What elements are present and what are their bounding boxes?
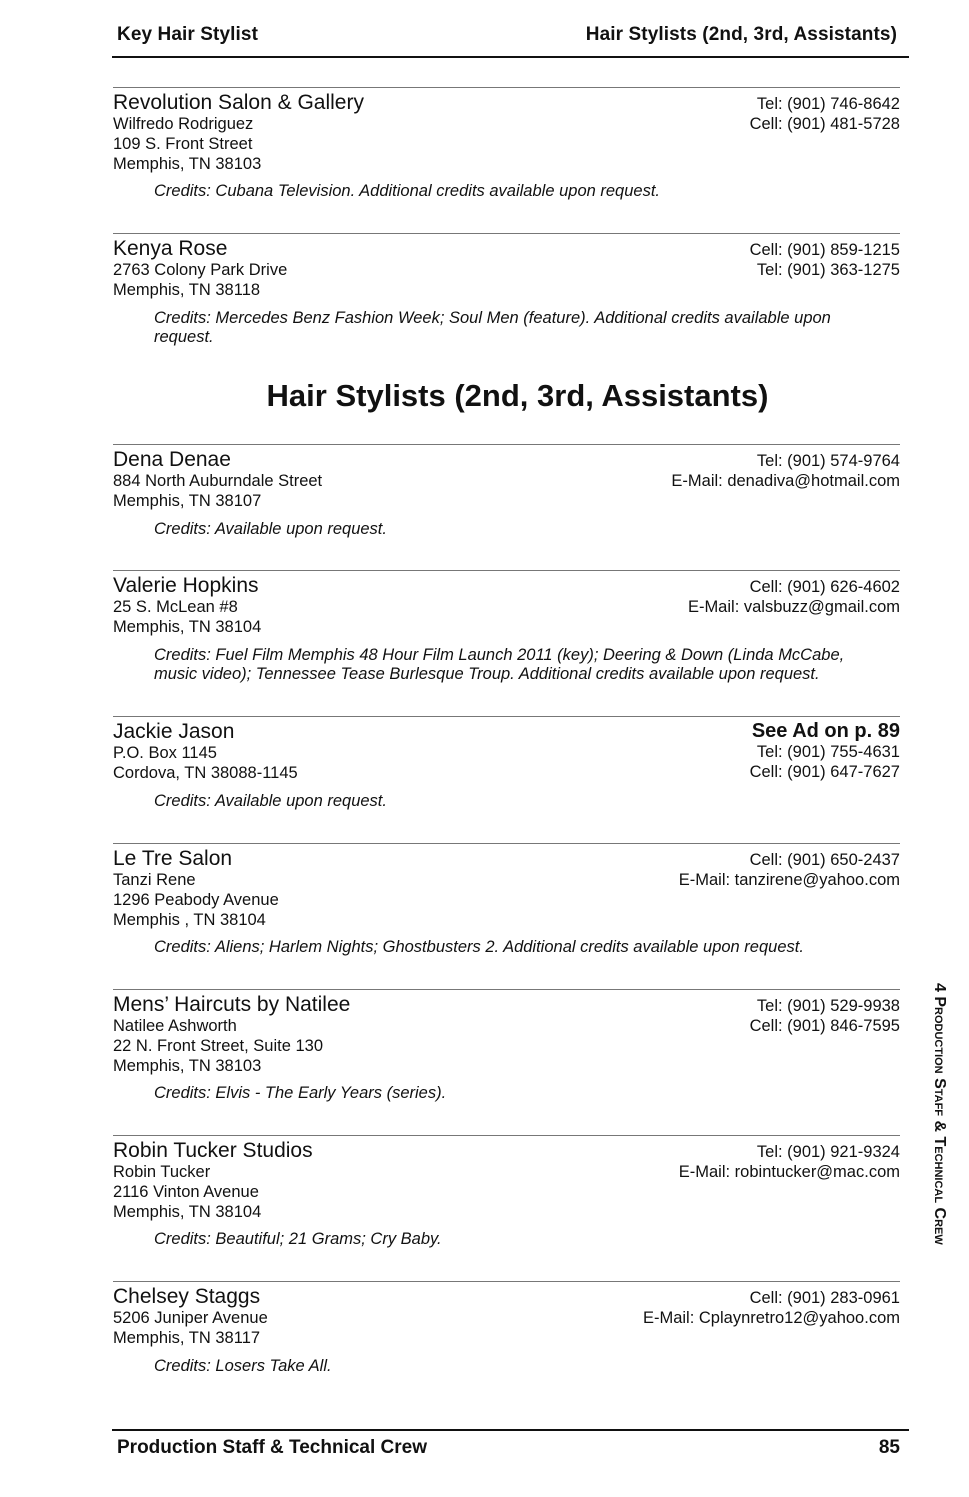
contact-phone: Tel: (901) 574-9764: [756, 452, 900, 470]
listing-entry: [113, 233, 900, 353]
page-number: 85: [878, 1437, 900, 1458]
listing-name: Dena Denae: [113, 448, 231, 471]
chapter-side-tab: [922, 983, 952, 1313]
contact-cell: Cell: (901) 846-7595: [749, 1017, 900, 1035]
listing-contacts: [688, 577, 900, 617]
listing-credits: Credits: Cubana Television. Additional credits available upon request.: [154, 182, 660, 200]
entry-rule: [113, 716, 900, 717]
contact-cell: Cell: (901) 481-5728: [749, 115, 900, 133]
listing-entry: [113, 716, 900, 826]
entry-rule: [113, 444, 900, 445]
ad-reference: See Ad on p. 89: [751, 720, 900, 742]
address-line: 884 North Auburndale Street: [113, 472, 323, 490]
listing-address: [113, 114, 261, 174]
listing-entry: [113, 87, 900, 207]
listing-credits: Credits: Mercedes Benz Fashion Week; Soul Men (feature). Additional credits available upon request.: [154, 309, 831, 346]
contact-email: E-Mail: Cplaynretro12@yahoo.com: [642, 1309, 900, 1327]
entry-rule: [113, 989, 900, 990]
address-line: 2116 Vinton Avenue: [113, 1183, 259, 1201]
listing-credits: Credits: Beautiful; 21 Grams; Cry Baby.: [154, 1230, 442, 1248]
address-line: Memphis , TN 38104: [113, 911, 266, 929]
listing-contacts: [671, 451, 900, 491]
listing-contacts: [750, 240, 900, 280]
listing-name: Le Tre Salon: [113, 847, 233, 870]
listing-address: [113, 870, 279, 930]
entry-rule: [113, 1135, 900, 1136]
section-title: Hair Stylists (2nd, 3rd, Assistants): [266, 378, 769, 413]
contact-phone: Tel: (901) 529-9938: [756, 997, 900, 1015]
address-line: Natilee Ashworth: [113, 1017, 237, 1035]
address-line: 25 S. McLean #8: [113, 598, 238, 616]
listing-name: Kenya Rose: [113, 237, 228, 260]
address-line: Memphis, TN 38107: [113, 492, 262, 510]
listing-credits: Credits: Available upon request.: [154, 792, 387, 810]
listing-credits: Credits: Aliens; Harlem Nights; Ghostbusters 2. Additional credits available upon request.: [154, 938, 804, 956]
address-line: 5206 Juniper Avenue: [113, 1309, 268, 1327]
listing-address: [113, 597, 261, 637]
listing-entry: [113, 843, 900, 963]
address-line: Cordova, TN 38088-1145: [113, 764, 298, 782]
listing-entry: [113, 989, 900, 1109]
address-line: Memphis, TN 38103: [113, 1057, 262, 1075]
entry-rule: [113, 233, 900, 234]
header-left: Key Hair Stylist: [117, 24, 258, 45]
listing-contacts: [749, 720, 900, 782]
listing-contacts: [679, 1142, 900, 1182]
address-line: 2763 Colony Park Drive: [113, 261, 288, 279]
contact-email: E-Mail: tanzirene@yahoo.com: [678, 871, 900, 889]
listing-credits: Credits: Elvis - The Early Years (series).: [154, 1084, 447, 1102]
contact-cell: Cell: (901) 647-7627: [749, 763, 900, 781]
address-line: 22 N. Front Street, Suite 130: [113, 1037, 324, 1055]
listing-address: [113, 1308, 268, 1348]
listing-entry: [113, 444, 900, 554]
address-line: Memphis, TN 38118: [113, 281, 261, 299]
listing-address: [113, 260, 287, 300]
listing-contacts: [750, 996, 900, 1036]
listing-name: Robin Tucker Studios: [113, 1139, 313, 1162]
address-line: Memphis, TN 38104: [113, 1203, 262, 1221]
listing-contacts: [679, 850, 900, 890]
listing-contacts: [750, 94, 900, 134]
entry-rule: [113, 1281, 900, 1282]
header-right: Hair Stylists (2nd, 3rd, Assistants): [585, 24, 897, 45]
address-line: Robin Tucker: [113, 1163, 211, 1181]
header-rule: [112, 56, 909, 58]
contact-email: E-Mail: denadiva@hotmail.com: [671, 472, 900, 490]
address-line: 109 S. Front Street: [113, 135, 253, 153]
listing-entry: [113, 570, 900, 700]
listing-credits: Credits: Fuel Film Memphis 48 Hour Film Launch 2011 (key); Deering & Down (Linda McCabe, music video); Tennessee Tease Burlesque Troup. Additional credits available upon request.: [154, 646, 845, 683]
listing-address: [113, 743, 298, 783]
footer-rule: [112, 1429, 909, 1431]
listing-entry: [113, 1135, 900, 1255]
contact-phone: Tel: (901) 746-8642: [756, 95, 900, 113]
entry-rule: [113, 87, 900, 88]
listing-name: Valerie Hopkins: [113, 574, 259, 597]
listing-address: [113, 1016, 323, 1076]
address-line: P.O. Box 1145: [113, 744, 217, 762]
contact-cell: Cell: (901) 626-4602: [749, 578, 900, 596]
address-line: Wilfredo Rodriguez: [113, 115, 254, 133]
listing-name: Revolution Salon & Gallery: [113, 91, 364, 114]
listing-contacts: [643, 1288, 900, 1328]
address-line: Memphis, TN 38103: [113, 155, 262, 173]
chapter-tab-label: 4 Production Staff & Technical Crew: [931, 983, 948, 1245]
address-line: Tanzi Rene: [113, 871, 196, 889]
listing-entry: [113, 1281, 900, 1391]
address-line: Memphis, TN 38117: [113, 1329, 261, 1347]
contact-phone: Tel: (901) 921-9324: [756, 1143, 900, 1161]
listing-name: Jackie Jason: [113, 720, 235, 743]
contact-cell: Cell: (901) 859-1215: [749, 241, 900, 259]
listing-name: Mens’ Haircuts by Natilee: [113, 993, 351, 1016]
contact-phone: Tel: (901) 755-4631: [756, 743, 900, 761]
listing-credits: Credits: Available upon request.: [154, 520, 387, 538]
entry-rule: [113, 570, 900, 571]
listing-name: Chelsey Staggs: [113, 1285, 261, 1308]
address-line: 1296 Peabody Avenue: [113, 891, 279, 909]
footer-left: Production Staff & Technical Crew: [117, 1437, 428, 1458]
contact-phone: Tel: (901) 363-1275: [756, 261, 900, 279]
listing-address: [113, 471, 322, 511]
address-line: Memphis, TN 38104: [113, 618, 262, 636]
listing-credits: Credits: Losers Take All.: [154, 1357, 332, 1375]
contact-cell: Cell: (901) 283-0961: [749, 1289, 900, 1307]
contact-email: E-Mail: valsbuzz@gmail.com: [687, 598, 900, 616]
contact-email: E-Mail: robintucker@mac.com: [678, 1163, 900, 1181]
listing-address: [113, 1162, 261, 1222]
entry-rule: [113, 843, 900, 844]
contact-cell: Cell: (901) 650-2437: [749, 851, 900, 869]
